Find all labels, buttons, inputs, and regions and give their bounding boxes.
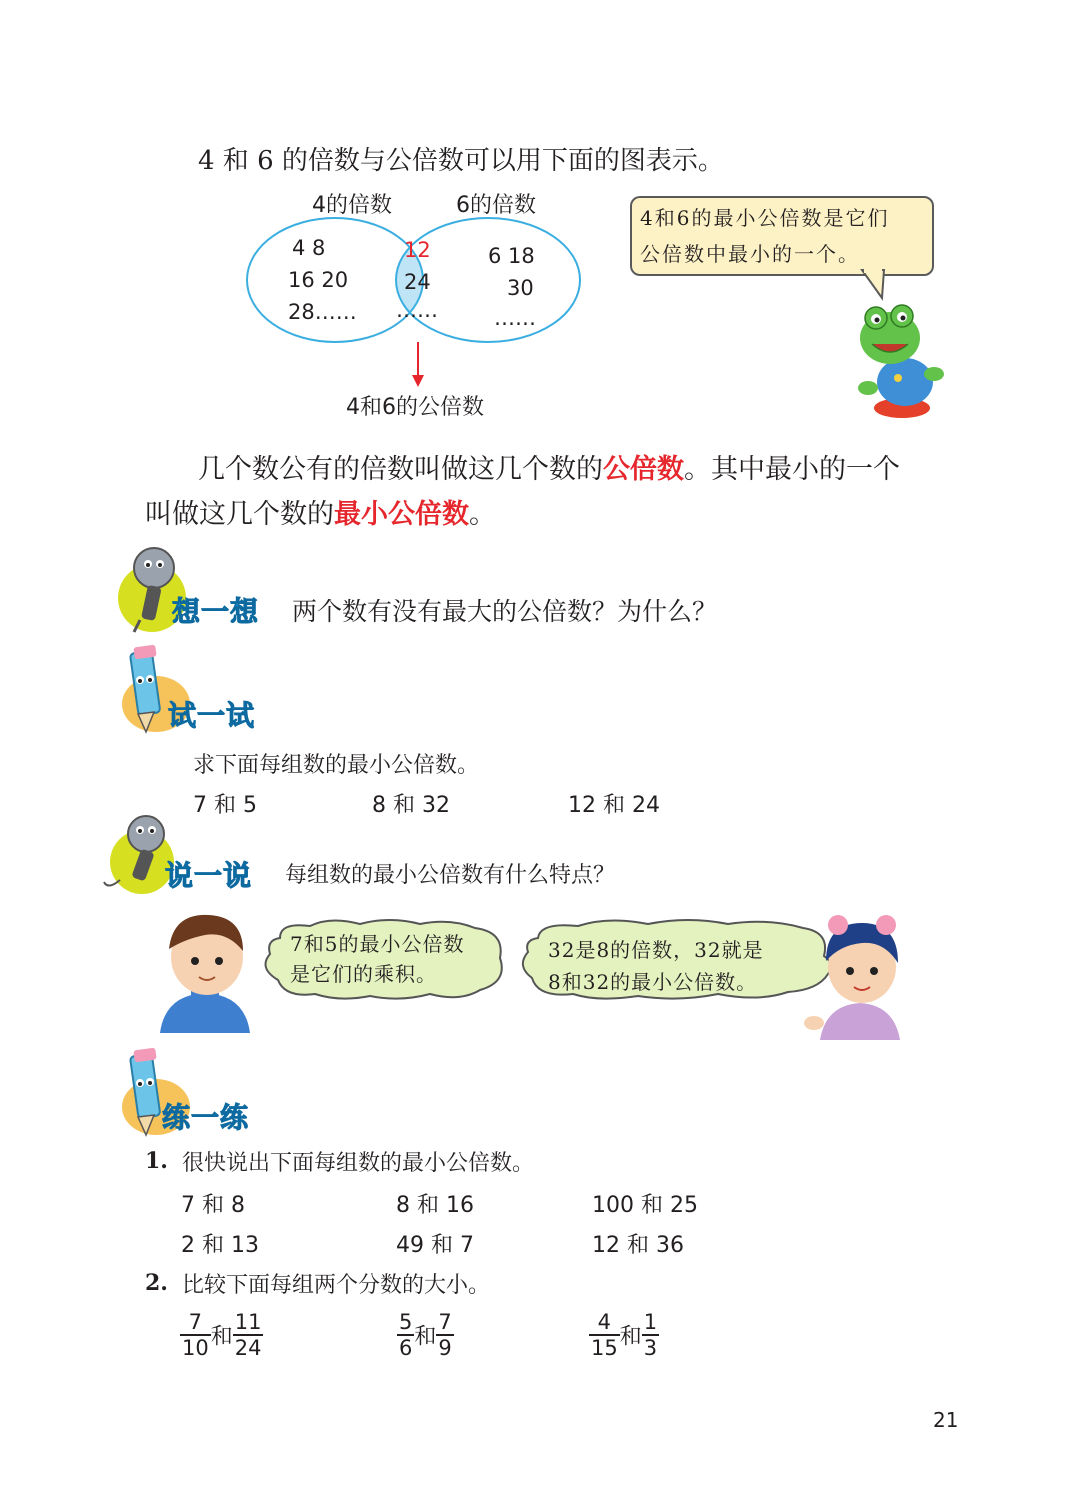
practice-q1-r2-1: 2 和 13 [181, 1233, 259, 1258]
frog-mascot-icon [850, 300, 945, 425]
say-section-title: 说一说 [165, 859, 253, 892]
frog-bubble-tail [860, 268, 890, 302]
girl-bubble-line-2: 8和32的最小公倍数。 [548, 970, 758, 994]
venn-center-row-3: …… [396, 298, 438, 322]
practice-q1-number: 1. [145, 1148, 168, 1174]
fraction-pair-2 [397, 1310, 454, 1360]
practice-q1-text: 很快说出下面每组数的最小公倍数。 [182, 1151, 535, 1176]
definition-line-1 [198, 447, 900, 486]
venn-right-row-3: …… [494, 306, 536, 330]
practice-section-title: 练一练 [162, 1101, 250, 1134]
venn-left-label: 4的倍数 [312, 193, 392, 218]
venn-left-row-3: 28…… [288, 300, 357, 324]
fraction-he: 和 [210, 1324, 233, 1350]
term-least-common-multiple: 最小公倍数 [334, 499, 469, 530]
venn-left-row-1: 4 8 [292, 236, 326, 260]
fraction-pair-3 [589, 1310, 659, 1360]
venn-arrow-head [412, 375, 424, 387]
think-question: 两个数有没有最大的公倍数？为什么？ [292, 597, 718, 626]
practice-q1-r1-1: 7 和 8 [181, 1193, 245, 1218]
girl-character-icon [800, 905, 910, 1040]
definition-line-2 [145, 492, 496, 531]
venn-center-row-2: 24 [404, 270, 431, 294]
fraction: $\frac{11}{24}$ [234, 1310, 262, 1360]
definition-text-3: 叫做这几个数的 [145, 499, 334, 530]
venn-common-label: 4和6的公倍数 [346, 395, 484, 420]
venn-right-row-2: 30 [507, 276, 534, 300]
term-common-multiple: 公倍数 [603, 454, 684, 485]
venn-right-label: 6的倍数 [456, 193, 536, 218]
boy-bubble-line-2: 是它们的乘积。 [290, 962, 437, 986]
fraction: $\frac{7}{9}$ [438, 1310, 452, 1360]
practice-q1-r1-2: 8 和 16 [396, 1193, 474, 1218]
practice-q1-r2-2: 49 和 7 [396, 1233, 474, 1258]
fraction: $\frac{4}{15}$ [591, 1310, 618, 1360]
fraction-he: 和 [619, 1324, 642, 1350]
practice-q1-r1-3: 100 和 25 [592, 1193, 698, 1218]
try-instruction: 求下面每组数的最小公倍数。 [193, 753, 480, 778]
intro-sentence: 4 和 6 的倍数与公倍数可以用下面的图表示。 [198, 146, 724, 176]
definition-text-2: 。其中最小的一个 [684, 454, 900, 485]
venn-left-row-2: 16 20 [288, 268, 349, 292]
try-section-title: 试一试 [168, 699, 256, 732]
fraction: $\frac{1}{3}$ [643, 1310, 658, 1360]
girl-bubble-line-1: 32是8的倍数，32就是 [548, 938, 764, 962]
page-number: 21 [933, 1408, 959, 1432]
say-question: 每组数的最小公倍数有什么特点？ [285, 863, 616, 888]
boy-character-icon [155, 905, 255, 1033]
try-item-1: 7 和 5 [193, 793, 257, 818]
fraction-pair-1 [180, 1310, 263, 1360]
venn-right-row-1: 6 18 [488, 244, 535, 268]
venn-center-row-1: 12 [404, 238, 431, 262]
try-item-2: 8 和 32 [372, 793, 450, 818]
think-section-title: 想一想 [172, 595, 260, 628]
practice-q2-text: 比较下面每组两个分数的大小。 [182, 1273, 491, 1298]
definition-text-1: 几个数公有的倍数叫做这几个数的 [198, 454, 603, 485]
frog-bubble-line-1: 4和6的最小公倍数是它们 [640, 206, 890, 230]
practice-q1-r2-3: 12 和 36 [592, 1233, 684, 1258]
boy-bubble-line-1: 7和5的最小公倍数 [290, 932, 465, 956]
try-item-3: 12 和 24 [568, 793, 660, 818]
fraction: $\frac{7}{10}$ [182, 1310, 209, 1360]
fraction-he: 和 [414, 1324, 437, 1350]
practice-q2-number: 2. [145, 1270, 168, 1296]
frog-bubble-line-2: 公倍数中最小的一个。 [640, 242, 860, 266]
fraction: $\frac{5}{6}$ [399, 1310, 413, 1360]
definition-text-4: 。 [469, 499, 496, 530]
